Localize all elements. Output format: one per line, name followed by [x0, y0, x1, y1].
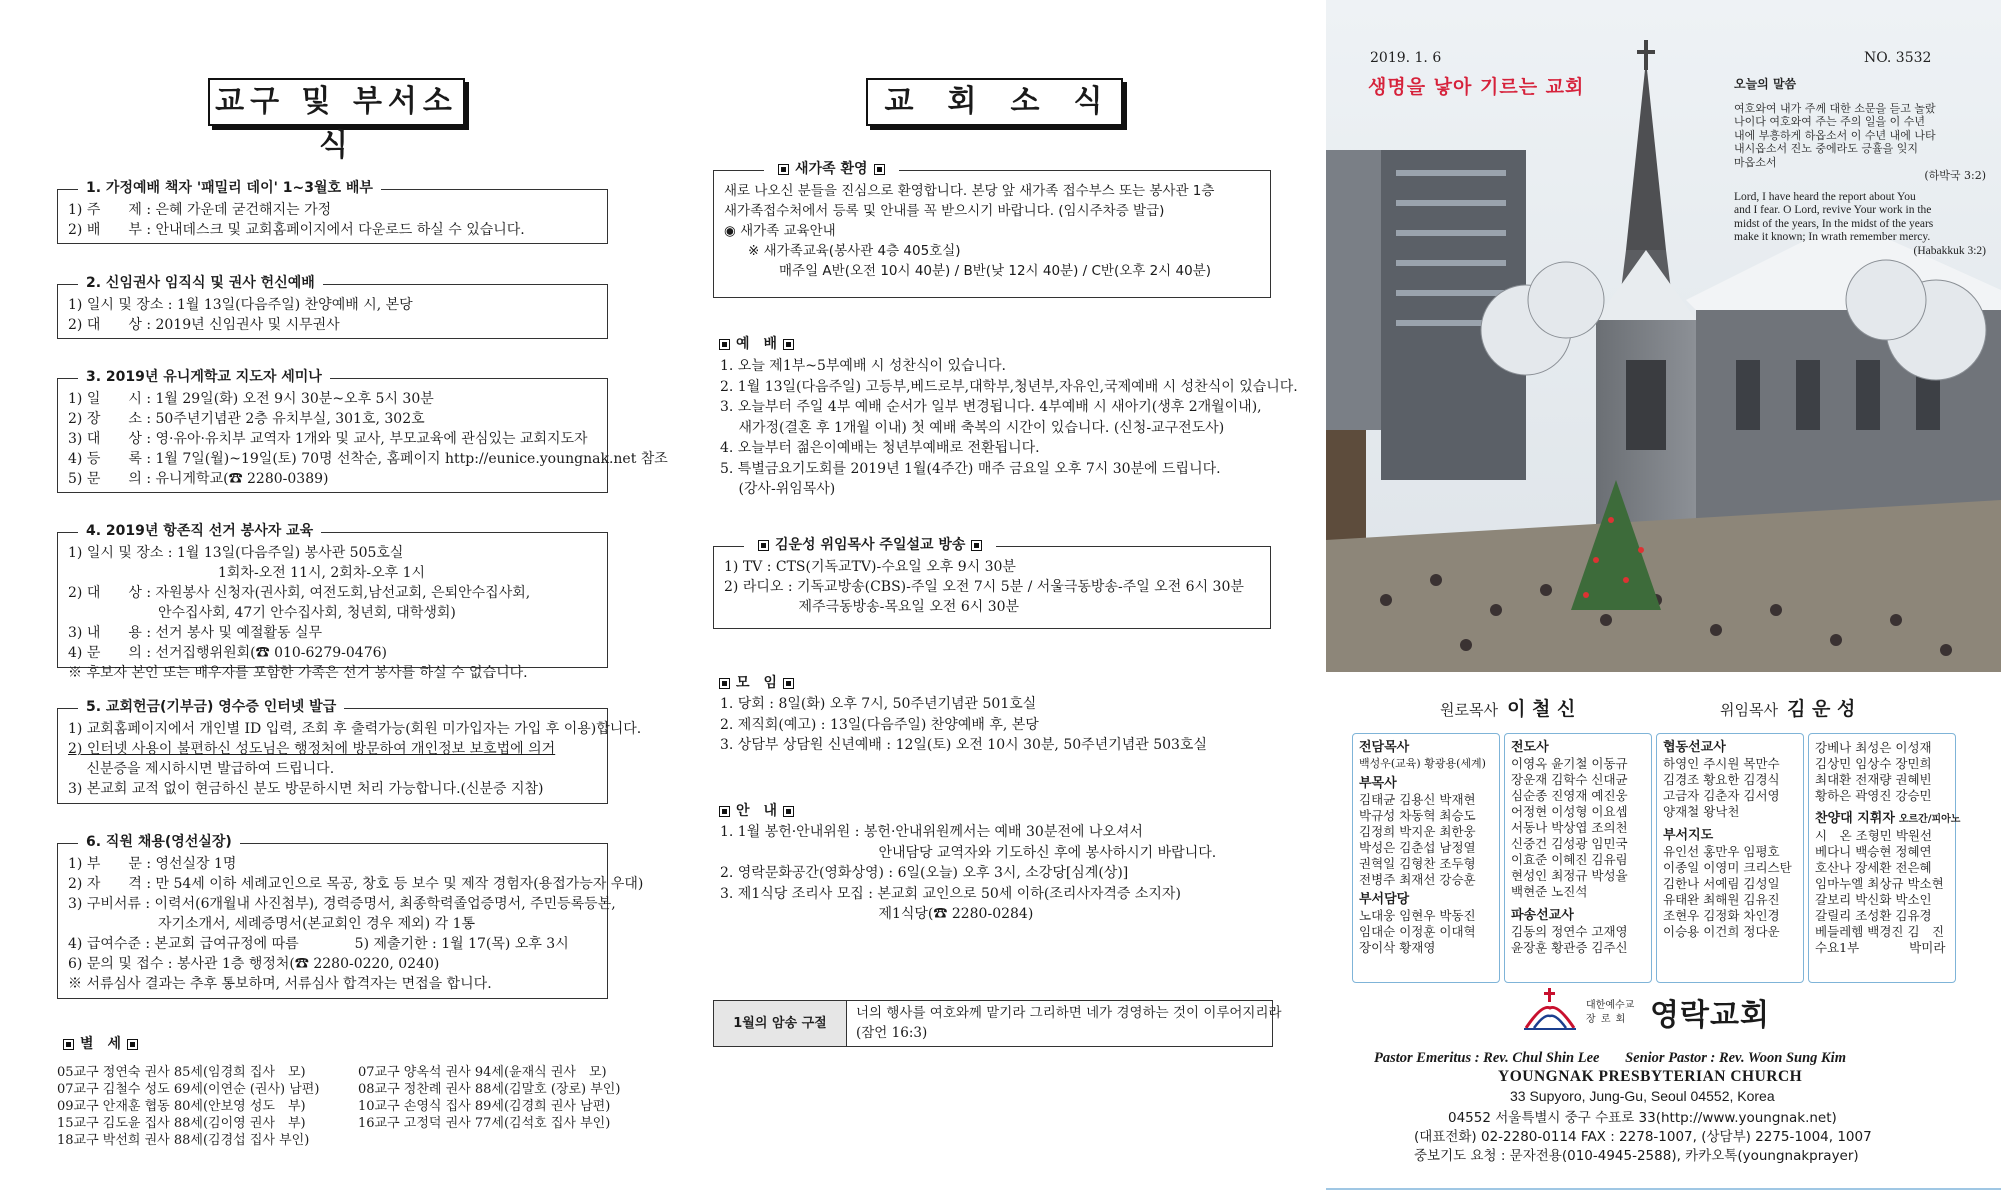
- staff-names: 김경조 황요한 김경식: [1663, 772, 1780, 787]
- address-ko: 04552 서울특별시 중구 수표로 33(http://www.youngnak.net): [1448, 1110, 1837, 1126]
- staff-names: 노대웅 임현우 박동진: [1359, 908, 1476, 923]
- staff-names: 백현준 노진석: [1511, 884, 1588, 899]
- staff-names: 유인선 홍만우 임평호: [1663, 844, 1780, 859]
- section-6-line: 자기소개서, 세례증명서(본교회인 경우 제외) 각 1통: [158, 916, 476, 932]
- staff-names: 전병주 최재선 강승훈: [1359, 872, 1476, 887]
- square-icon: [719, 806, 730, 817]
- staff-title: 찬양대 지휘자: [1815, 811, 1895, 826]
- square-icon: [63, 1039, 74, 1050]
- word-ko-line: 나이다 여호와여 주는 주의 일을 이 수년: [1734, 115, 1925, 128]
- section-4-line: ※ 후보자 본인 또는 배우자를 포함한 가족은 선거 봉사를 하실 수 없습니다.: [68, 665, 528, 681]
- staff-names: 이승용 이건희 정다운: [1663, 924, 1780, 939]
- deaths-right-list: [358, 1064, 620, 1132]
- staff-names: 김한나 서예림 김성일: [1663, 876, 1780, 891]
- staff-names: 박성은 김춘섭 남정열: [1359, 840, 1476, 855]
- death-item: 15교구 김도윤 집사 88세(김이영 권사 부): [57, 1116, 306, 1131]
- staff-names: 조현우 김정화 차인경: [1663, 908, 1780, 923]
- square-icon: [758, 540, 769, 551]
- section-6-line: 6) 문의 및 접수 : 봉사관 1층 행정처(☎ 2280-0220, 0240): [68, 956, 440, 972]
- staff-names: 임대순 이정훈 이대혁: [1359, 924, 1476, 939]
- section-5-line: 1) 교회홈페이지에서 개인별 ID 입력, 조회 후 출력가능(회원 미가입자는 가입 후 이용)합니다.: [68, 721, 642, 737]
- square-icon: [783, 339, 794, 350]
- staff-names: 어정현 이성형 이요셉: [1511, 804, 1628, 819]
- section-6-line: 1) 부 문 : 영선실장 1명: [68, 856, 237, 872]
- section-3-line: 3) 대 상 : 영·유아·유치부 교역자 1개와 및 교사, 부모교육에 관심있는 교회지도자: [68, 431, 588, 447]
- word-ko-line: 여호와여 내가 주께 대한 소문을 듣고 놀랐: [1734, 101, 1936, 115]
- welcome-line: 새가족접수처에서 등록 및 안내를 꼭 받으시기 바랍니다. (임시주차증 발급): [724, 203, 1165, 219]
- staff-title: 부서지도: [1663, 828, 1714, 843]
- death-item: 10교구 손영식 집사 89세(김경희 권사 남편): [358, 1099, 611, 1114]
- section-3-head: 3. 2019년 유니게학교 지도자 세미나: [78, 367, 330, 387]
- section-1-line: 2) 배 부 : 안내데스크 및 교회홈페이지에서 다운로드 하실 수 있습니다.: [68, 222, 525, 238]
- death-item: 18교구 박선희 권사 88세(김경섭 집사 부인): [57, 1133, 310, 1148]
- word-ko-line: 내에 부흥하게 하옵소서 이 수년 내에 나타: [1734, 128, 1936, 142]
- word-ko-ref: (하박국 3:2): [1924, 169, 1986, 182]
- staff-names: 윤장훈 황관증 김주신: [1511, 940, 1628, 955]
- word-ko-line: 내시옵소서 진노 중에라도 긍휼을 잊지: [1734, 142, 1919, 155]
- section-4-head: 4. 2019년 항존직 선거 봉사자 교육: [78, 521, 321, 541]
- notice-line: 3. 제1식당 조리사 모집 : 본교회 교인으로 50세 이하(조리사자격증 소지자): [720, 885, 1181, 902]
- staff-title: 파송선교사: [1511, 908, 1574, 923]
- staff-names: 갈보리 박신화 박소인: [1815, 892, 1932, 907]
- emeritus-label: 원로목사: [1440, 701, 1498, 719]
- section-6-head: 6. 직원 채용(영선실장): [78, 832, 240, 852]
- square-icon: [127, 1039, 138, 1050]
- square-icon: [783, 678, 794, 689]
- worship-line: 새가정(결혼 후 1개월 이내) 첫 예배 축복의 시간이 있습니다. (신청-교구전도사): [720, 419, 1225, 436]
- section-4-line: 2) 대 상 : 자원봉사 신청자(권사회, 여전도회,남선교회, 은퇴안수집사회,: [68, 585, 531, 601]
- emeritus-name: 이 철 신: [1507, 698, 1576, 720]
- staff-names: 이영옥 윤기철 이동규: [1511, 756, 1628, 771]
- notice-line: 안내담당 교역자와 기도하신 후에 봉사하시기 바랍니다.: [720, 844, 1217, 861]
- meeting-line: 2. 제직회(예고) : 13일(다음주일) 찬양예배 후, 본당: [720, 716, 1039, 733]
- section-5-line: 신분증을 제시하시면 발급하여 드립니다.: [68, 761, 335, 777]
- staff-box-4: [1808, 733, 1961, 983]
- staff-names: 김동의 정연수 고재영: [1511, 924, 1628, 939]
- staff-box-3: [1656, 733, 1804, 983]
- church-name-en: YOUNGNAK PRESBYTERIAN CHURCH: [1498, 1068, 1803, 1085]
- word-ko-line: 마옵소서: [1734, 155, 1777, 169]
- notice-line: 1. 1월 봉헌·안내위원 : 봉헌·안내위원께서는 예배 30분전에 나오셔서: [720, 824, 1143, 840]
- staff-title: 협동선교사: [1663, 740, 1726, 755]
- staff-names: 시 온 조형민 박원선: [1815, 828, 1933, 843]
- section-6-line: 4) 급여수준 : 본교회 급여규정에 따름 5) 제출기한 : 1월 17(목) 오후 3시: [68, 936, 569, 952]
- staff-title: 전도사: [1511, 740, 1549, 755]
- notice-head-label: 안 내: [736, 803, 778, 819]
- section-4: [57, 523, 608, 681]
- death-item: 07교구 양옥석 권사 94세(윤재식 권사 모): [358, 1065, 607, 1080]
- section-4-line: 안수집사회, 47기 안수집사회, 청년회, 대학생회): [158, 605, 456, 621]
- staff-names: 베다니 백승현 정혜연: [1815, 844, 1932, 859]
- staff-names: 장운재 김학수 신대균: [1511, 772, 1628, 787]
- church-logo-icon: [1522, 986, 1578, 1032]
- prayer-line: 중보기도 요청 : 문자전용(010-4945-2588), 카카오톡(youngnakprayer): [1414, 1148, 1859, 1164]
- staff-names: 하영인 주시원 목만수: [1663, 756, 1780, 771]
- notice-line: 제1식당(☎ 2280-0284): [720, 906, 1034, 922]
- word-head: 오늘의 말씀: [1734, 77, 1797, 91]
- square-icon: [719, 678, 730, 689]
- broadcast-line: 2) 라디오 : 기독교방송(CBS)-주일 오전 7시 5분 / 서울극동방송-주일 오전 6시 30분: [724, 579, 1244, 595]
- senior-label: 위임목사: [1720, 701, 1778, 719]
- staff-names: 이효준 이혜진 김유림: [1511, 852, 1628, 867]
- broadcast-head: [744, 535, 996, 555]
- staff-names: 고금자 김춘자 김서영: [1663, 788, 1780, 803]
- staff-names: 김태균 김용신 박재현: [1359, 792, 1476, 807]
- pastor-emeritus-en: Pastor Emeritus : Rev. Chul Shin Lee: [1374, 1050, 1600, 1066]
- meeting-line: 1. 당회 : 8일(화) 오후 7시, 50주년기념관 501호실: [720, 696, 1037, 712]
- phone-line: (대표전화) 02-2280-0114 FAX : 2278-1007, (상담부) 2275-1004, 1007: [1414, 1129, 1872, 1145]
- edu-line: ※ 새가족교육(봉사관 4층 405호실): [748, 243, 961, 259]
- broadcast-line: 제주극동방송-목요일 오전 6시 30분: [724, 599, 1020, 615]
- church-small-2: 장 로 회: [1586, 1014, 1627, 1025]
- section-1-line: 1) 주 제 : 은혜 가운데 굳건해지는 가정: [68, 202, 332, 218]
- staff-names: 갈릴리 조성환 김유경: [1815, 908, 1932, 923]
- deaths-head: [57, 1033, 144, 1053]
- staff-names: 심순종 진영재 예진웅: [1511, 788, 1628, 803]
- word-en-line: midst of the years, In the midst of the years: [1734, 217, 1934, 230]
- worship-body: [720, 356, 1298, 500]
- worship-line: 4. 오늘부터 젊은이예배는 청년부예배로 전환됩니다.: [720, 440, 1040, 456]
- staff-names: 서동나 박상엽 조의천: [1511, 820, 1628, 835]
- staff-subhead: [1815, 810, 1961, 828]
- section-3-line: 5) 문 의 : 유니게학교(☎ 2280-0389): [68, 471, 329, 487]
- section-2-line: 1) 일시 및 장소 : 1월 13일(다음주일) 찬양예배 시, 본당: [68, 297, 413, 313]
- verse-label: 1월의 암송 구절: [714, 1001, 847, 1046]
- staff-names: 수요1부 박미라: [1815, 940, 1946, 955]
- staff-names: 이종일 이영미 크리스탄: [1663, 860, 1792, 875]
- staff-names: 장이삭 황재영: [1359, 940, 1436, 955]
- section-1: [57, 180, 608, 244]
- death-item: 09교구 안재훈 협동 80세(안보영 성도 부): [57, 1099, 306, 1114]
- section-5-line: 2) 인터넷 사용이 불편하신 성도님은 행정처에 방문하여 개인정보 보호법에 의거: [68, 741, 556, 757]
- emeritus-pastor: [1440, 694, 1575, 721]
- staff-names: 신중건 김성광 임민국: [1511, 836, 1628, 851]
- verse-box: [713, 1000, 1282, 1047]
- worship-line: 1. 오늘 제1부~5부예배 시 성찬식이 있습니다.: [720, 358, 1006, 374]
- staff-names: 임마누엘 최상규 박소현: [1815, 876, 1944, 891]
- meeting-head: [713, 672, 800, 692]
- section-5-line: 3) 본교회 교적 없이 현금하신 분도 방문하시면 처리 가능합니다.(신분증 지참): [68, 781, 544, 797]
- death-item: 07교구 김철수 성도 69세(이연순 (권사) 남편): [57, 1082, 320, 1097]
- staff-names: 김정희 박지운 최한웅: [1359, 824, 1476, 839]
- staff-box-1: [1352, 733, 1500, 983]
- staff-names: 양재철 왕낙천: [1663, 804, 1740, 819]
- staff-names: 박규성 차동혁 최승도: [1359, 808, 1476, 823]
- staff-names: 최대환 전재량 권혜빈: [1815, 772, 1932, 787]
- welcome-head: [764, 159, 899, 179]
- square-icon: [971, 540, 982, 551]
- worship-line: 5. 특별금요기도회를 2019년 1월(4주간) 매주 금요일 오후 7시 30분에 드립니다.: [720, 460, 1221, 477]
- senior-pastor-en: Senior Pastor : Rev. Woon Sung Kim: [1625, 1050, 1846, 1066]
- left-title: 교구 및 부서소식: [208, 78, 465, 126]
- staff-title: 부서담당: [1359, 892, 1410, 907]
- broadcast-line: 1) TV : CTS(기독교TV)-수요일 오후 9시 30분: [724, 559, 1016, 575]
- worship-line: 2. 1월 13일(다음주일) 고등부,베드로부,대학부,청년부,자유인,국제예배 시 성찬식이 있습니다.: [720, 378, 1298, 395]
- staff-names: 호산나 장세환 전은혜: [1815, 860, 1932, 875]
- verse-line: 너의 행사를 여호와께 맡기라 그리하면 네가 경영하는 것이 이루어지리라: [856, 1005, 1282, 1021]
- section-6: [57, 834, 644, 999]
- address-en: 33 Supyoro, Jung-Gu, Seoul 04552, Korea: [1510, 1088, 1775, 1104]
- verse-line: (잠언 16:3): [856, 1025, 928, 1041]
- section-5-head: 5. 교회헌금(기부금) 영수증 인터넷 발급: [78, 697, 344, 717]
- verse-text: [856, 1003, 1282, 1043]
- broadcast-section: [713, 537, 1271, 629]
- section-3-line: 2) 장 소 : 50주년기념관 2층 유치부실, 301호, 302호: [68, 411, 425, 427]
- welcome-section: [713, 161, 1271, 298]
- square-icon: [783, 806, 794, 817]
- welcome-head-label: 새가족 환영: [795, 161, 868, 177]
- death-item: 08교구 정찬례 권사 88세(김말호 (장로) 부인): [358, 1082, 621, 1097]
- square-icon: [874, 164, 885, 175]
- church-small-1: 대한예수교: [1586, 1000, 1635, 1011]
- today-word: [1734, 78, 1994, 258]
- word-en-line: and I fear. O Lord, revive Your work in the: [1734, 204, 1932, 216]
- staff-names: 백성우(교육) 황광용(세계): [1359, 757, 1486, 770]
- word-en-line: make it known; In wrath remember mercy.: [1734, 231, 1931, 243]
- worship-head-label: 예 배: [736, 336, 778, 352]
- deaths-left-list: [57, 1064, 319, 1149]
- notice-body: [720, 822, 1216, 925]
- worship-head: [713, 333, 800, 353]
- staff-names: 권혁일 김형찬 조두형: [1359, 856, 1476, 871]
- word-en-line: Lord, I have heard the report about You: [1734, 190, 1916, 203]
- staff-box-2: [1504, 733, 1652, 983]
- section-4-line: 1) 일시 및 장소 : 1월 13일(다음주일) 봉사관 505호실: [68, 545, 404, 561]
- section-4-line: 4) 문 의 : 선거집행위원회(☎ 010-6279-0476): [68, 645, 387, 661]
- worship-line: 3. 오늘부터 주일 4부 예배 순서가 일부 변경됩니다. 4부예배 시 새아기(생후 2개월이내),: [720, 399, 1262, 415]
- section-2-head: 2. 신임권사 임직식 및 권사 헌신예배: [78, 273, 323, 293]
- worship-line: (강사-위임목사): [720, 481, 836, 497]
- word-en-ref: (Habakkuk 3:2): [1913, 244, 1986, 257]
- notice-head: [713, 800, 800, 820]
- slogan: 생명을 낳아 기르는 교회: [1368, 76, 1585, 98]
- section-2: [57, 275, 608, 339]
- staff-title-alt: 오르간/피아노: [1898, 814, 1961, 825]
- staff-names: 황하은 곽영진 강승민: [1815, 788, 1932, 803]
- staff-title: 부목사: [1359, 776, 1397, 791]
- deaths-head-label: 별 세: [80, 1036, 122, 1052]
- welcome-line: 새로 나오신 분들을 진심으로 환영합니다. 본당 앞 새가족 접수부스 또는 봉사관 1층: [724, 183, 1215, 199]
- staff-names: 김상민 임상수 장민희: [1815, 756, 1932, 771]
- staff-title: 전담목사: [1359, 740, 1410, 755]
- death-item: 16교구 고정덕 권사 77세(김석호 집사 부인): [358, 1116, 611, 1131]
- edu-line: 매주일 A반(오전 10시 40분) / B반(낮 12시 40분) / C반(오후 2시 40분): [779, 263, 1212, 279]
- section-3: [57, 369, 668, 493]
- cover-photo: [1326, 0, 2001, 672]
- section-4-line: 1회차-오전 11시, 2회차-오후 1시: [218, 565, 426, 581]
- section-2-line: 2) 대 상 : 2019년 신임권사 및 시무권사: [68, 317, 340, 333]
- square-icon: [778, 164, 789, 175]
- section-4-line: 3) 내 용 : 선거 봉사 및 예절활동 실무: [68, 625, 323, 641]
- church-name: 영락교회: [1650, 998, 1770, 1033]
- section-5: [57, 699, 642, 804]
- broadcast-head-label: 김운성 위임목사 주일설교 방송: [775, 537, 966, 553]
- notice-line: 2. 영락문화공간(영화상영) : 6일(오늘) 오후 3시, 소강당[심계(상)]: [720, 865, 1129, 881]
- church-logo: [1522, 986, 1812, 1034]
- pastor-line: [1374, 1050, 1846, 1067]
- square-icon: [719, 339, 730, 350]
- senior-pastor: [1720, 694, 1855, 721]
- edu-head: ◉ 새가족 교육안내: [724, 223, 836, 239]
- issue-number: NO. 3532: [1864, 50, 1932, 66]
- senior-name: 김 운 성: [1787, 698, 1856, 720]
- staff-names: 베들레헴 백경진 김 진: [1815, 924, 1945, 939]
- section-6-line: ※ 서류심사 결과는 추후 통보하며, 서류심사 합격자는 면접을 합니다.: [68, 976, 492, 992]
- section-6-line: 2) 자 격 : 만 54세 이하 세례교인으로 목공, 창호 등 보수 및 제작 경험자(용접가능자 우대): [68, 876, 644, 892]
- staff-names: 현성인 최정규 박성율: [1511, 868, 1628, 883]
- meeting-line: 3. 상담부 상담원 신년예배 : 12일(토) 오전 10시 30분, 50주년기념관 503호실: [720, 737, 1207, 753]
- middle-title: 교 회 소 식: [866, 78, 1123, 126]
- death-item: 05교구 정연숙 권사 85세(임경희 집사 모): [57, 1065, 306, 1080]
- staff-names: 유태완 최해원 김유진: [1663, 892, 1780, 907]
- section-6-line: 3) 구비서류 : 이력서(6개월내 사진첨부), 경력증명서, 최종학력졸업증명서, 주민등록등본,: [68, 896, 616, 912]
- staff-names: 강베나 최성은 이성재: [1815, 740, 1932, 755]
- section-3-line: 1) 일 시 : 1월 29일(화) 오전 9시 30분~오후 5시 30분: [68, 391, 434, 407]
- meeting-head-label: 모 임: [736, 675, 778, 691]
- section-1-head: 1. 가정예배 책자 '패밀리 데이' 1~3월호 배부: [78, 178, 381, 198]
- section-3-line: 4) 등 록 : 1월 7일(월)~19일(토) 70명 선착순, 홈페이지 http://eunice.youngnak.net 참조: [68, 451, 668, 467]
- bottom-rule: [1326, 1188, 2001, 1190]
- meeting-body: [720, 694, 1207, 756]
- bulletin-date: 2019. 1. 6: [1370, 50, 1442, 66]
